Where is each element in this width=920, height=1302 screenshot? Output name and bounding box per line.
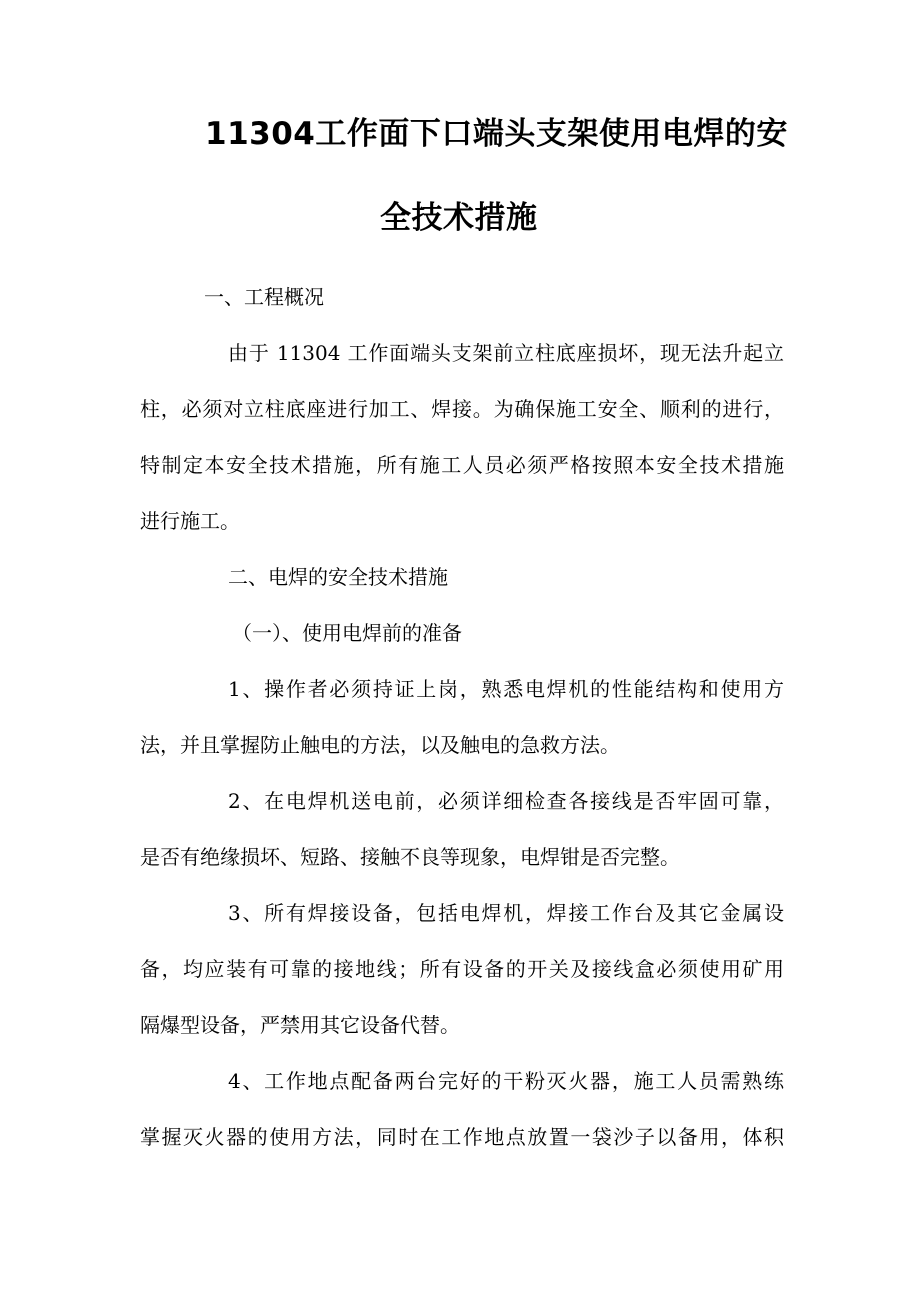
list-item-line: 法，并且掌握防止触电的方法，以及触电的急救方法。 xyxy=(140,733,620,757)
section-heading-2: 二、电焊的安全技术措施 xyxy=(228,565,448,589)
list-item-line: 隔爆型设备，严禁用其它设备代替。 xyxy=(140,1013,460,1037)
list-item-line: 3、所有焊接设备，包括电焊机，焊接工作台及其它金属设 xyxy=(228,901,784,925)
paragraph-line: 柱，必须对立柱底座进行加工、焊接。为确保施工安全、顺利的进行， xyxy=(140,397,784,421)
paragraph-line: 进行施工。 xyxy=(140,509,240,533)
list-item-line: 掌握灭火器的使用方法，同时在工作地点放置一袋沙子以备用，体积 xyxy=(140,1125,784,1149)
subsection-heading-1: （一）、使用电焊前的准备 xyxy=(232,621,462,645)
document-title-line-1: 11304工作面下口端头支架使用电焊的安 xyxy=(205,116,788,152)
list-item-line: 2、在电焊机送电前，必须详细检查各接线是否牢固可靠， xyxy=(228,789,784,813)
list-item-line: 备，均应装有可靠的接地线；所有设备的开关及接线盒必须使用矿用 xyxy=(140,957,784,981)
section-heading-1: 一、工程概况 xyxy=(204,285,324,309)
list-item-line: 4、工作地点配备两台完好的干粉灭火器，施工人员需熟练 xyxy=(228,1069,784,1093)
paragraph-line: 特制定本安全技术措施，所有施工人员必须严格按照本安全技术措施 xyxy=(140,453,784,477)
list-item-line: 1、操作者必须持证上岗，熟悉电焊机的性能结构和使用方 xyxy=(228,677,784,701)
list-item-line: 是否有绝缘损坏、短路、接触不良等现象，电焊钳是否完整。 xyxy=(140,845,680,869)
document-title-line-2: 全技术措施 xyxy=(380,200,538,236)
paragraph-line: 由于 11304 工作面端头支架前立柱底座损坏，现无法升起立 xyxy=(228,341,784,365)
